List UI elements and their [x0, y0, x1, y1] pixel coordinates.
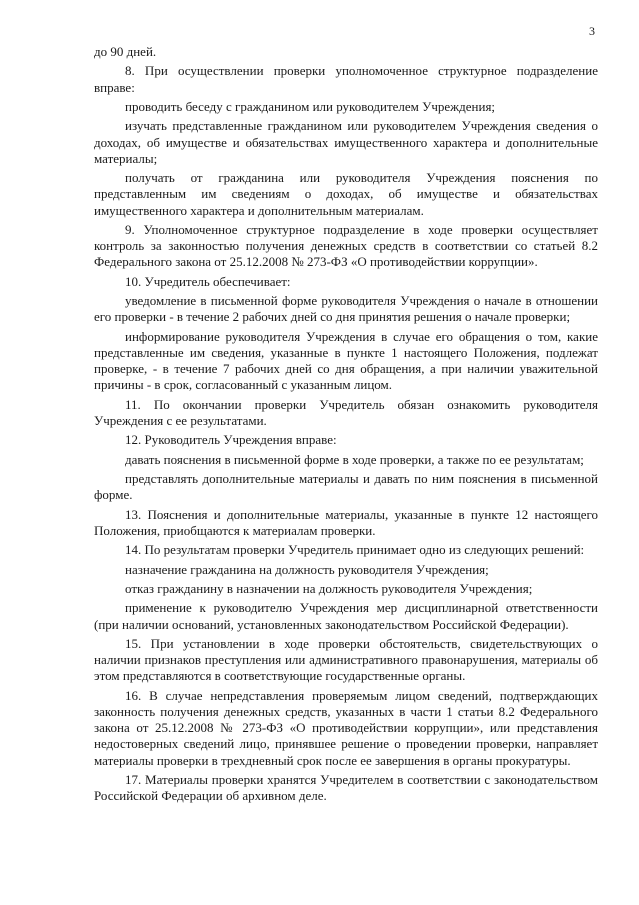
paragraph: 10. Учредитель обеспечивает:: [125, 273, 291, 289]
paragraph: 16. В случае непредставления проверяемым лицом сведений, подтверждающих законность получения денежных средств, указанных в части 1 статьи 8.2 Федерального закона от 25.12.2008 № 273-ФЗ «О противодействии коррупции», или представления недостоверных сведений лицо, принявшее решение о проведении проверки, направляет материалы проверки в трехдневный срок после ее завершения в органы прокуратуры.: [94, 687, 598, 768]
page-number: 3: [589, 24, 595, 38]
paragraph: проводить беседу с гражданином или руководителем Учреждения;: [125, 98, 496, 114]
paragraph: 13. Пояснения и дополнительные материалы, указанные в пункте 12 настоящего Положения, приобщаются к материалам проверки.: [94, 506, 598, 538]
paragraph: получать от гражданина или руководителя Учреждения пояснения по представленным им сведениям о доходах, об имуществе и обязательствах имущественного характера и дополнительным материалам.: [94, 170, 598, 218]
paragraph: 11. По окончании проверки Учредитель обязан ознакомить руководителя Учреждения с ее результатами.: [94, 396, 598, 428]
paragraph: 17. Материалы проверки хранятся Учредителем в соответствии с законодательством Российской Федерации об архивном деле.: [94, 772, 598, 804]
document-body: [94, 44, 598, 808]
paragraph-continuation: до 90 дней.: [94, 44, 157, 59]
paragraph: представлять дополнительные материалы и давать по ним пояснения в письменной форме.: [94, 471, 598, 503]
paragraph: применение к руководителю Учреждения мер дисциплинарной ответственности (при наличии оснований, установленных законодательством Российской Федерации).: [94, 600, 598, 632]
paragraph: информирование руководителя Учреждения в случае его обращения о том, какие представленные им сведения, указанные в пункте 1 настоящего Положения, подлежат проверке, - в течение 7 рабочих дней со дня обращения, а при наличии уважительной причины - в срок, согласованный с указанным лицом.: [94, 328, 598, 393]
paragraph: отказ гражданину в назначении на должность руководителя Учреждения;: [125, 581, 533, 597]
paragraph: давать пояснения в письменной форме в ходе проверки, а также по ее результатам;: [125, 451, 584, 467]
paragraph: 9. Уполномоченное структурное подразделение в ходе проверки осуществляет контроль за законностью получения денежных средств в соответствии со статьей 8.2 Федерального закона от 25.12.2008 № 273-ФЗ «О противодействии коррупции».: [94, 221, 598, 270]
paragraph: назначение гражданина на должность руководителя Учреждения;: [125, 561, 489, 577]
paragraph: 14. По результатам проверки Учредитель принимает одно из следующих решений:: [125, 542, 585, 558]
paragraph: 12. Руководитель Учреждения вправе:: [125, 432, 337, 448]
paragraph: 15. При установлении в ходе проверки обстоятельств, свидетельствующих о наличии признаков преступления или административного правонарушения, материалы об этом представляются в соответствующие государственные органы.: [94, 636, 598, 684]
paragraph: 8. При осуществлении проверки уполномоченное структурное подразделение вправе:: [94, 63, 598, 95]
paragraph: изучать представленные гражданином или руководителем Учреждения сведения о доходах, об имуществе и обязательствах имущественного характера и дополнительные материалы;: [94, 118, 598, 166]
paragraph: уведомление в письменной форме руководителя Учреждения о начале в отношении его проверки - в течение 2 рабочих дней со дня принятия решения о начале проверки;: [94, 293, 598, 325]
